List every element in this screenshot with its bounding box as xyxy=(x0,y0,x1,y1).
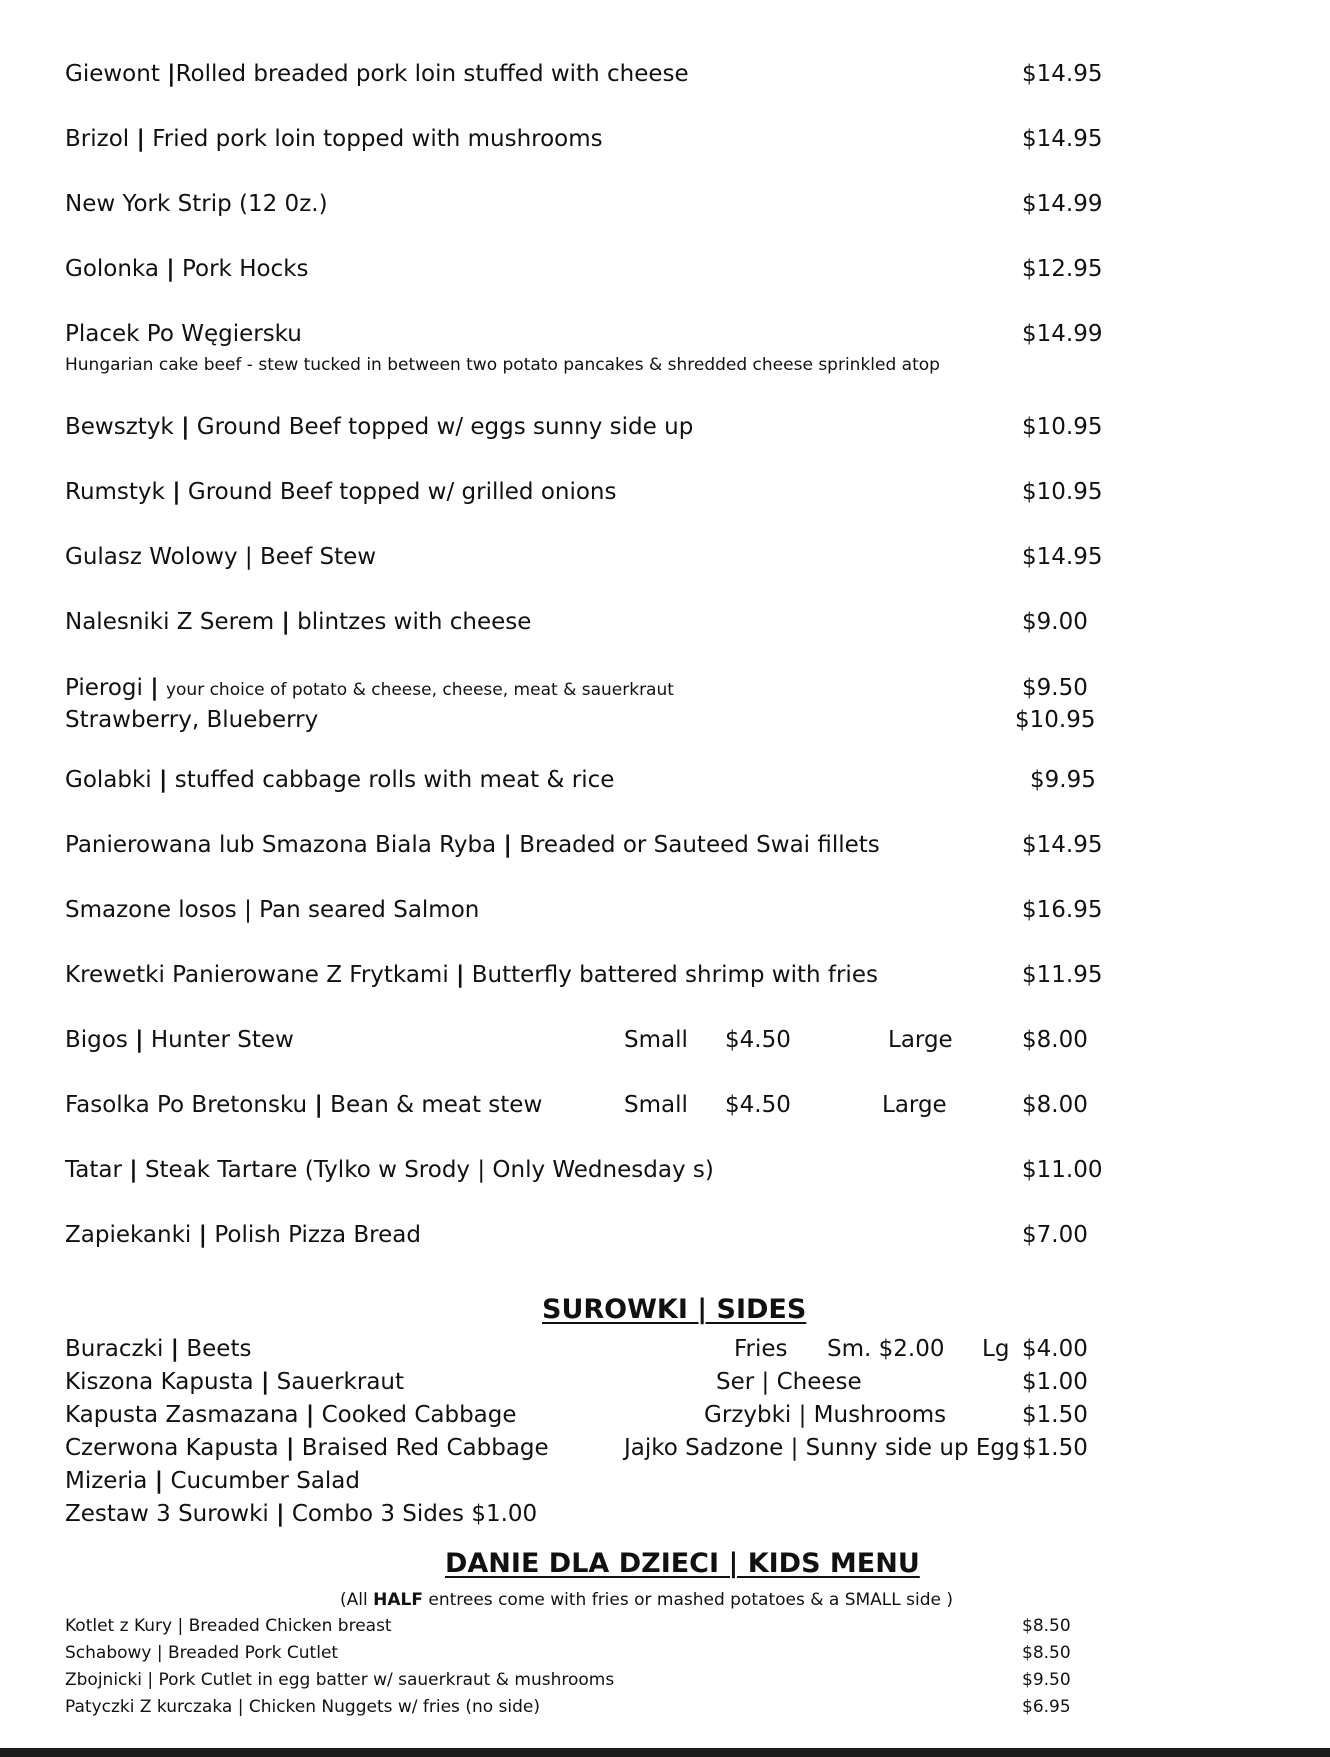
side-extra-price: $1.50 xyxy=(1022,1402,1088,1428)
side-item: Kiszona Kapusta | Sauerkraut xyxy=(65,1369,405,1395)
item-desc: Bean & meat stew xyxy=(330,1092,543,1118)
item-name: Bigos xyxy=(65,1027,128,1053)
item-price: $10.95 xyxy=(1022,414,1103,440)
item-name: Giewont xyxy=(65,61,160,87)
item-desc: Pan seared Salmon xyxy=(259,897,480,923)
item-price: $16.95 xyxy=(1022,897,1103,923)
item-desc: Ground Beef topped w/ grilled onions xyxy=(187,479,617,505)
item-price: $8.00 xyxy=(1022,1092,1088,1118)
item-price: $14.95 xyxy=(1022,544,1103,570)
side-extra-price: $1.00 xyxy=(1022,1369,1088,1395)
item-line: Golonka | Pork Hocks xyxy=(65,256,309,282)
size-small-label: Small xyxy=(624,1027,688,1053)
item-line: Smazone losos | Pan seared Salmon xyxy=(65,897,480,923)
size-large-label: Large xyxy=(888,1027,953,1053)
item-desc: Fried pork loin topped with mushrooms xyxy=(152,126,603,152)
item-desc: Ground Beef topped w/ eggs sunny side up xyxy=(196,414,694,440)
item-desc: Pork Hocks xyxy=(181,256,309,282)
item-price: $10.95 xyxy=(1022,479,1103,505)
item-name: Krewetki Panierowane Z Frytkami xyxy=(65,962,449,988)
kids-heading: DANIE DLA DZIECI | KIDS MENU xyxy=(445,1548,920,1579)
side-extra-label: Grzybki | Mushrooms xyxy=(704,1402,947,1428)
side-item: Kapusta Zasmazana | Cooked Cabbage xyxy=(65,1402,517,1428)
item-desc: Beef Stew xyxy=(259,544,377,570)
item-price: $14.95 xyxy=(1022,126,1103,152)
item-name: Panierowana lub Smazona Biala Ryba xyxy=(65,832,497,858)
side-extra-label: Ser | Cheese xyxy=(716,1369,862,1395)
item-line: Panierowana lub Smazona Biala Ryba | Breaded or Sauteed Swai fillets xyxy=(65,832,880,858)
side-item: Zestaw 3 Surowki | Combo 3 Sides $1.00 xyxy=(65,1501,538,1527)
item-line: Nalesniki Z Serem | blintzes with cheese xyxy=(65,609,532,635)
item-desc: blintzes with cheese xyxy=(297,609,532,635)
kids-item-name: Kotlet z Kury | Breaded Chicken breast xyxy=(65,1616,392,1636)
kids-item-name: Schabowy | Breaded Pork Cutlet xyxy=(65,1643,339,1663)
item-line: Tatar | Steak Tartare (Tylko w Srody | Only Wednesday s) xyxy=(65,1157,714,1183)
item-line: Rumstyk | Ground Beef topped w/ grilled onions xyxy=(65,479,617,505)
side-extra-large-label: Lg xyxy=(982,1336,1010,1362)
item-name: Nalesniki Z Serem xyxy=(65,609,275,635)
size-small-price: $4.50 xyxy=(725,1027,791,1053)
item-name: Golabki xyxy=(65,767,152,793)
item-name: Zapiekanki xyxy=(65,1222,192,1248)
item-line: Zapiekanki | Polish Pizza Bread xyxy=(65,1222,421,1248)
size-large-label: Large xyxy=(882,1092,947,1118)
item-desc: stuffed cabbage rolls with meat & rice xyxy=(174,767,615,793)
size-small-label: Small xyxy=(624,1092,688,1118)
item-price-2: $10.95 xyxy=(1015,707,1096,733)
item-name: Rumstyk xyxy=(65,479,165,505)
item-price: $9.50 xyxy=(1022,675,1088,701)
item-price: $11.95 xyxy=(1022,962,1103,988)
item-line: Bigos | Hunter Stew xyxy=(65,1027,294,1053)
item-price: $14.99 xyxy=(1022,191,1103,217)
side-extra-label: Fries xyxy=(734,1336,788,1362)
item-price: $14.95 xyxy=(1022,61,1103,87)
item-desc: Steak Tartare (Tylko w Srody | Only Wednesday s) xyxy=(144,1157,714,1183)
side-extra-small: Sm. $2.00 xyxy=(827,1336,945,1362)
item-desc: Rolled breaded pork loin stuffed with cheese xyxy=(175,61,689,87)
item-name: Brizol xyxy=(65,126,130,152)
kids-item-price: $8.50 xyxy=(1022,1643,1071,1663)
kids-item-price: $8.50 xyxy=(1022,1616,1071,1636)
item-desc: your choice of potato & cheese, cheese, meat & sauerkraut xyxy=(165,680,674,700)
item-name: Pierogi xyxy=(65,675,143,701)
item-line: Fasolka Po Bretonsku | Bean & meat stew xyxy=(65,1092,543,1118)
item-name: Smazone losos xyxy=(65,897,237,923)
item-desc: Hunter Stew xyxy=(150,1027,294,1053)
item-price: $9.00 xyxy=(1022,609,1088,635)
side-item: Buraczki | Beets xyxy=(65,1336,252,1362)
item-name: Bewsztyk xyxy=(65,414,174,440)
kids-item-name: Zbojnicki | Pork Cutlet in egg batter w/ sauerkraut & mushrooms xyxy=(65,1670,615,1690)
item-desc: Breaded or Sauteed Swai fillets xyxy=(519,832,880,858)
item-price: $7.00 xyxy=(1022,1222,1088,1248)
sides-heading: SUROWKI | SIDES xyxy=(542,1294,807,1325)
item-name: Tatar xyxy=(65,1157,122,1183)
item-desc-line2: Strawberry, Blueberry xyxy=(65,707,319,733)
item-price: $11.00 xyxy=(1022,1157,1103,1183)
kids-item-price: $6.95 xyxy=(1022,1697,1071,1717)
item-desc: Butterfly battered shrimp with fries xyxy=(471,962,878,988)
item-desc: Polish Pizza Bread xyxy=(214,1222,421,1248)
item-desc: Hungarian cake beef - stew tucked in between two potato pancakes & shredded cheese sprinkled atop xyxy=(65,355,940,375)
item-line: Brizol | Fried pork loin topped with mushrooms xyxy=(65,126,603,152)
item-price: $9.95 xyxy=(1030,767,1096,793)
item-price: $14.99 xyxy=(1022,321,1103,347)
side-extra-price: $1.50 xyxy=(1022,1435,1088,1461)
side-extra-price: $4.00 xyxy=(1022,1336,1088,1362)
item-line: Krewetki Panierowane Z Frytkami | Butterfly battered shrimp with fries xyxy=(65,962,878,988)
item-name: Gulasz Wolowy xyxy=(65,544,238,570)
item-price: $12.95 xyxy=(1022,256,1103,282)
item-price: $8.00 xyxy=(1022,1027,1088,1053)
item-name: Fasolka Po Bretonsku xyxy=(65,1092,308,1118)
side-extra-label: Jajko Sadzone | Sunny side up Egg xyxy=(624,1435,1020,1461)
bottom-border xyxy=(0,1748,1330,1757)
kids-item-price: $9.50 xyxy=(1022,1670,1071,1690)
kids-item-name: Patyczki Z kurczaka | Chicken Nuggets w/ fries (no side) xyxy=(65,1697,540,1717)
item-price: $14.95 xyxy=(1022,832,1103,858)
size-small-price: $4.50 xyxy=(725,1092,791,1118)
side-item: Mizeria | Cucumber Salad xyxy=(65,1468,360,1494)
item-name: Placek Po Węgiersku xyxy=(65,321,302,347)
item-line: Bewsztyk | Ground Beef topped w/ eggs sunny side up xyxy=(65,414,694,440)
item-line: Pierogi | your choice of potato & cheese, cheese, meat & sauerkraut xyxy=(65,675,674,701)
kids-note: (All HALF entrees come with fries or mashed potatoes & a SMALL side ) xyxy=(340,1590,954,1610)
item-name: New York Strip (12 0z.) xyxy=(65,191,328,217)
item-name: Golonka xyxy=(65,256,159,282)
item-line: Gulasz Wolowy | Beef Stew xyxy=(65,544,377,570)
item-line: Giewont |Rolled breaded pork loin stuffed with cheese xyxy=(65,61,689,87)
side-item: Czerwona Kapusta | Braised Red Cabbage xyxy=(65,1435,549,1461)
item-line: Golabki | stuffed cabbage rolls with meat & rice xyxy=(65,767,615,793)
